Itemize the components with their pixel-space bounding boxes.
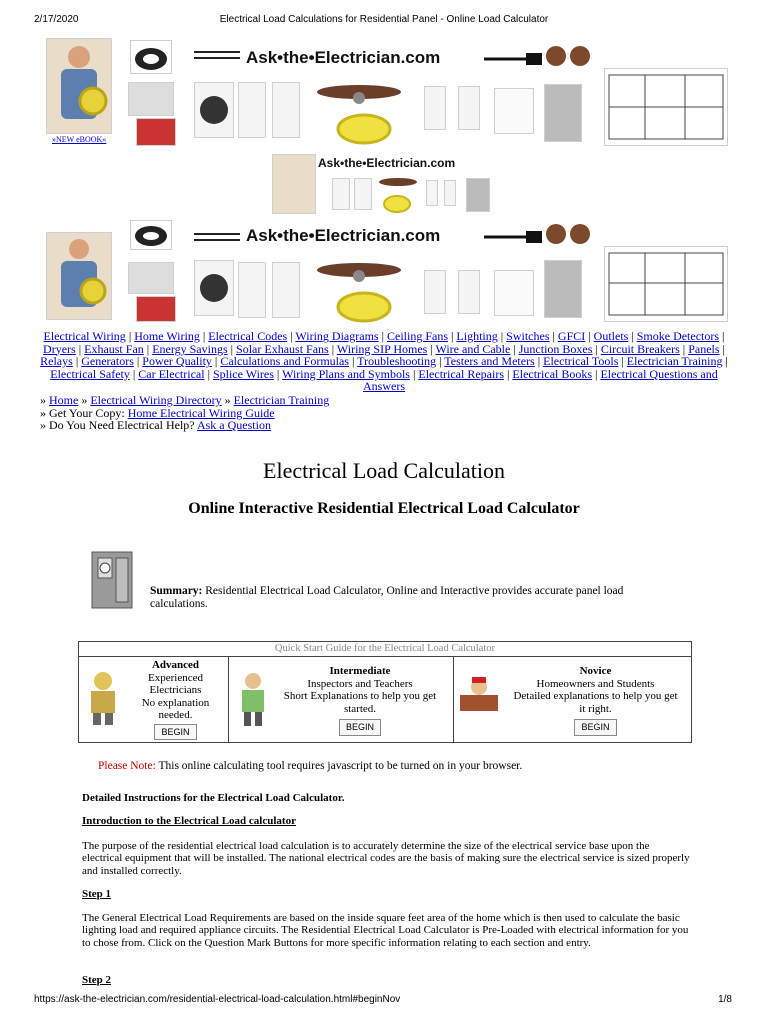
print-footer xyxy=(0,994,768,1008)
range-outlet-image xyxy=(194,82,234,138)
wiring-guide-link[interactable]: Home Electrical Wiring Guide xyxy=(127,405,275,420)
page-subtitle: Online Interactive Residential Electrical Load Calculator xyxy=(188,500,580,517)
banner-bottom[interactable] xyxy=(44,220,734,324)
ask-question-link[interactable]: Ask a Question xyxy=(196,418,271,432)
nav-link[interactable]: Junction Boxes xyxy=(518,341,593,356)
quick-start-title: Quick Start Guide for the Electrical Load Calculator xyxy=(79,642,691,657)
summary-text: Residential Electrical Load Calculator, Online and Interactive provides accurate panel load calculations. xyxy=(150,585,624,610)
nav-link[interactable]: Circuit Breakers xyxy=(600,341,680,356)
nav-link[interactable]: Wire and Cable xyxy=(435,341,511,356)
wire-coil-image xyxy=(334,112,394,146)
duplex-outlet-image-small xyxy=(354,178,372,210)
banner-top[interactable] xyxy=(44,38,734,148)
print-url: https://ask-the-electrician.com/residential-electrical-load-calculation.html#beginNov xyxy=(34,994,401,1005)
nav-link[interactable]: Electrical Repairs xyxy=(418,366,504,381)
site-logo-small[interactable]: Ask•the•Electrician.com xyxy=(318,156,456,170)
electrical-panel-image xyxy=(84,550,140,610)
dryer-image-2 xyxy=(494,270,534,316)
power-plug-image-2 xyxy=(484,230,544,244)
novice-desc-2: Detailed explanations to help you get xyxy=(513,690,678,702)
breadcrumb-directory-link[interactable]: Electrical Wiring Directory xyxy=(90,393,222,407)
pressure-washer-image xyxy=(136,118,176,146)
security-light-image xyxy=(544,42,594,70)
nav-link[interactable]: Splice Wires xyxy=(212,366,274,381)
panel-box-image-2 xyxy=(544,260,582,318)
print-header xyxy=(0,14,768,28)
advanced-begin-button[interactable]: BEGIN xyxy=(154,724,196,741)
intermediate-column xyxy=(229,657,454,742)
power-plug-image xyxy=(484,52,544,66)
nav-link[interactable]: Exhaust Fan xyxy=(84,341,144,356)
nav-link[interactable]: Electrical Books xyxy=(512,366,593,381)
recessed-light-image-2 xyxy=(130,220,172,250)
nav-link[interactable]: Electrical Codes xyxy=(208,329,288,343)
help-label: Do You Need Electrical Help? xyxy=(49,418,195,432)
nav-link[interactable]: Troubleshooting xyxy=(357,354,437,369)
panel-image-small xyxy=(466,178,490,212)
page-title: Electrical Load Calculation xyxy=(263,458,505,483)
nav-link[interactable]: Panels xyxy=(688,341,720,356)
step2-heading: Step 2 xyxy=(82,974,112,986)
breadcrumb: » Home » Electrical Wiring Directory » Electrician Training » Get Your Copy: Home Electrical Wiring Guide » Do You Need Electrical Help? Ask a Question xyxy=(40,393,330,432)
javascript-note xyxy=(98,760,522,772)
dryer-image xyxy=(494,88,534,134)
print-page-title: Electrical Load Calculations for Residential Panel - Online Load Calculator xyxy=(219,14,549,25)
note-text: This online calculating tool requires javascript to be turned on in your browser. xyxy=(158,760,523,772)
intermediate-begin-button[interactable]: BEGIN xyxy=(339,719,381,736)
nav-link[interactable]: Generators xyxy=(81,354,134,369)
gfci-outlet-image-2 xyxy=(238,262,266,318)
step1-heading: Step 1 xyxy=(82,888,112,900)
wire-plug-image xyxy=(194,48,242,64)
novice-desc-1: Homeowners and Students xyxy=(536,677,655,690)
advanced-desc-4: needed. xyxy=(158,709,193,721)
novice-column xyxy=(454,657,691,742)
intermediate-desc-3: started. xyxy=(343,702,377,715)
nav-link[interactable]: Wiring SIP Homes xyxy=(336,341,428,356)
summary-label: Summary: xyxy=(150,585,203,597)
nav-link[interactable]: Ceiling Fans xyxy=(386,329,448,343)
get-copy-label: Get Your Copy: xyxy=(49,405,125,420)
print-date: 2/17/2020 xyxy=(34,14,79,25)
instructions-heading: Detailed Instructions for the Electrical Load Calculator. xyxy=(82,792,345,804)
pressure-washer-image-2 xyxy=(136,296,176,322)
intro-heading: Introduction to the Electrical Load calculator xyxy=(82,815,296,827)
site-logo-2[interactable]: Ask•the•Electrician.com xyxy=(246,226,441,245)
nav-link[interactable]: Switches xyxy=(506,329,550,343)
advanced-column xyxy=(79,657,229,742)
wire-coil-image-2 xyxy=(334,290,394,324)
nav-link[interactable]: Electrical Questions and Answers xyxy=(363,366,718,394)
ceiling-fan-image-2 xyxy=(316,252,402,292)
nav-link[interactable]: Dryers xyxy=(43,341,76,356)
nav-link[interactable]: Power Quality xyxy=(142,354,212,369)
nav-link[interactable]: Electrical Tools xyxy=(543,354,619,369)
topic-nav: Electrical Wiring | Home Wiring | Electrical Codes | Wiring Diagrams | Ceiling Fans | Lighting | Switches | GFCI | Outlets | Smoke Detectors | Dryers | Exhaust Fan | Energy Savings | Solar Exhaust Fans | Wiring SIP Homes | Wire and Cable | Junction Boxes | Circuit Breakers | Panels | Relays | Generators | Power Quality | Calculations and Formulas | Troubleshooting | Testers and Meters | Electrical Tools | Electrician Training | Electrical Safety | Car Electrical | Splice Wires | Wiring Plans and Symbols | Electrical Repairs | Electrical Books | Electrical Questions and Answers xyxy=(40,329,728,394)
novice-begin-button[interactable]: BEGIN xyxy=(574,719,616,736)
quick-start-table xyxy=(78,641,692,743)
switch-image-small xyxy=(426,180,438,206)
toggle-switch-image-2 xyxy=(458,270,480,314)
electrician-photo-small xyxy=(272,154,316,214)
wire-coil-image-small xyxy=(382,194,412,214)
print-page-number: 1/8 xyxy=(718,994,732,1005)
nav-link[interactable]: Home Wiring xyxy=(134,329,200,343)
nav-link[interactable]: Electrical Safety xyxy=(50,366,130,381)
nav-link[interactable]: Car Electrical xyxy=(138,366,205,381)
panel-box-image xyxy=(544,84,582,142)
breadcrumb-training-link[interactable]: Electrician Training xyxy=(233,393,330,407)
ceiling-fan-image xyxy=(316,74,402,114)
advanced-desc-1: Experienced xyxy=(148,671,203,684)
security-light-image-2 xyxy=(544,220,594,248)
duplex-outlet-image-2 xyxy=(272,262,300,318)
dimmer-switch-image xyxy=(424,86,446,130)
nav-link[interactable]: Testers and Meters xyxy=(444,354,535,369)
floor-plan-image-2 xyxy=(604,246,728,322)
ceiling-fan-image-small xyxy=(378,174,418,190)
nav-link[interactable]: Wiring Plans and Symbols xyxy=(282,366,410,381)
nav-link[interactable]: Solar Exhaust Fans xyxy=(236,341,329,356)
duplex-outlet-image xyxy=(272,82,300,138)
novice-title: Novice xyxy=(579,665,612,677)
range-outlet-image-2 xyxy=(194,260,234,316)
nav-link[interactable]: Energy Savings xyxy=(152,341,228,356)
gfci-outlet-image-small xyxy=(332,178,350,210)
nav-link[interactable]: Wiring Diagrams xyxy=(295,329,379,343)
new-ebook-link[interactable]: »NEW eBOOK« xyxy=(52,135,107,144)
intermediate-desc-1: Inspectors and Teachers xyxy=(307,677,413,690)
nav-link[interactable]: Electrical Wiring xyxy=(43,329,126,343)
generator-image-2 xyxy=(128,262,174,294)
electrician-photo xyxy=(46,38,112,134)
step1-text: The General Electrical Load Requirements are based on the inside square feet area of the home which is then used to calculate the basic lighting load and required appliance circuits. The Residential Electrical Load Calculator is Pre-Loaded with electrical information for you to chose from. Click on the Question Mark Buttons for more specific information relating to each section and entry. xyxy=(82,912,689,949)
intermediate-title: Intermediate xyxy=(329,665,391,677)
electrician-cartoon-icon xyxy=(83,669,123,727)
toggle-image-small xyxy=(444,180,456,206)
wire-plug-image-2 xyxy=(194,230,242,246)
nav-link[interactable]: Electrician Training xyxy=(626,354,723,369)
intro-text: The purpose of the residential electrical load calculation is to accurately determine the size of the electrical service base upon the electrical equipment that will be installed. The national electrical codes are the basis of making sure the electrical service is sized properly and installed correctly. xyxy=(82,840,690,877)
gfci-outlet-image xyxy=(238,82,266,138)
toggle-switch-image xyxy=(458,86,480,130)
recessed-light-image xyxy=(130,40,172,74)
nav-link[interactable]: Calculations and Formulas xyxy=(220,354,349,369)
advanced-title: Advanced xyxy=(151,659,200,671)
nav-link[interactable]: GFCI xyxy=(557,329,586,343)
breadcrumb-home-link[interactable]: Home xyxy=(49,393,79,407)
nav-link[interactable]: Relays xyxy=(40,354,73,369)
site-logo[interactable]: Ask•the•Electrician.com xyxy=(246,48,441,67)
summary xyxy=(150,585,670,610)
generator-image xyxy=(128,82,174,116)
note-label: Please Note: xyxy=(98,760,156,772)
electrician-photo-2 xyxy=(46,232,112,320)
intermediate-desc-2: Short Explanations to help you get xyxy=(283,690,437,702)
novice-desc-3: it right. xyxy=(579,702,612,715)
nav-link[interactable]: Lighting xyxy=(456,329,498,343)
advanced-desc-3: No explanation xyxy=(141,696,210,709)
advanced-desc-2: Electricians xyxy=(149,684,202,696)
floor-plan-image xyxy=(604,68,728,146)
nav-link[interactable]: Smoke Detectors xyxy=(636,329,720,343)
nav-link[interactable]: Outlets xyxy=(593,329,629,343)
dimmer-switch-image-2 xyxy=(424,270,446,314)
homeowner-cartoon-icon xyxy=(458,675,500,715)
banner-middle[interactable] xyxy=(270,152,500,218)
